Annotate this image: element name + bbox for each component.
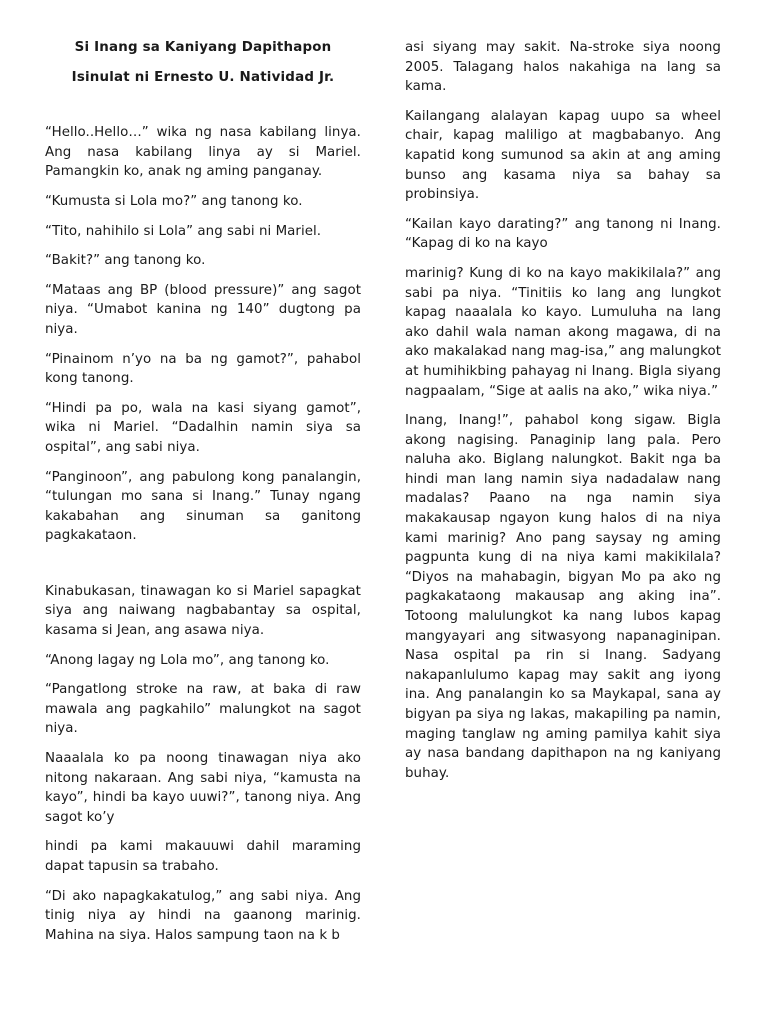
left-column (45, 38, 361, 955)
paragraph: Naaalala ko pa noong tinawagan niya ako nitong nakaraan. Ang sabi niya, “kamusta na kayo”, hindi ba kayo uuwi?”, tanong niya. Ang sagot ko’y (45, 751, 361, 825)
paragraph: “Hello..Hello…” wika ng nasa kabilang linya. Ang nasa kabilang linya ay si Mariel. Pamangkin ko, anak ng aming panganay. (45, 125, 361, 180)
paragraph: “Bakit?” ang tanong ko. (45, 253, 206, 269)
right-column (405, 38, 721, 793)
paragraph: “Tito, nahihilo si Lola” ang sabi ni Mariel. (45, 223, 322, 239)
paragraph: “Di ako napagkakatulog,” ang sabi niya. Ang tinig niya ay hindi na gaanong marinig. Mahina na siya. Halos sampung taon na k b (45, 888, 361, 943)
paragraph: Kailangang alalayan kapag uupo sa wheel chair, kapag maliligo at magbabanyo. Ang kapatid kong sumunod sa akin at ang aming bunso ang kasama niya sa bahay sa probinsiya. (405, 108, 721, 203)
paragraph: hindi pa kami makauuwi dahil maraming dapat tapusin sa trabaho. (45, 839, 361, 874)
author-line: Isinulat ni Ernesto U. Natividad Jr. (71, 69, 335, 85)
paragraph: “Hindi pa po, wala na kasi siyang gamot”, wika ni Mariel. “Dadalhin namin siya sa ospital”, ang sabi niya. (45, 400, 361, 455)
paragraph: Inang, Inang!”, pahabol kong sigaw. Bigla akong nagising. Panaginip lang pala. Pero naluha ako. Biglang nalungkot. Bakit nga ba hindi man lang namin siya nadadalaw nang madalas? Paano na nga namin siya makakausap ngayon kung halos di na niya kami marinig? Ano pang saysay ng aming pagpunta kung di na niya kami makikilala? “Diyos na mahabagin, bigyan Mo pa ako ng pagkakataong makausap ang aking ina”. Totoong malulungkot ka nang lubos kapag mangyayari ang sitwasyong napanaginipan. Nasa ospital pa rin si Inang. Sadyang nakapanlulumo kapag may sakit ang iyong ina. Ang panalangin ko sa Maykapal, sana ay bigyan pa siya ng lakas, makapiling pa namin, maging tanglaw ng aming pamilya kahit siya ay nasa bandang dapithapon na ng kaniyang buhay. (405, 413, 721, 781)
paragraph: “Pangatlong stroke na raw, at baka di raw mawala ang pagkahilo” malungkot na sagot niya. (45, 682, 361, 737)
paragraph: Kinabukasan, tinawagan ko si Mariel sapagkat siya ang naiwang nagbabantay sa ospital, kasama si Jean, ang asawa niya. (45, 583, 361, 639)
document-title: Si Inang sa Kaniyang Dapithapon (74, 40, 332, 55)
paragraph: “Pinainom n’yo na ba ng gamot?”, pahabol kong tanong. (45, 351, 361, 387)
paragraph: asi siyang may sakit. Na-stroke siya noong 2005. Talagang halos nakahiga na lang sa kama. (405, 40, 721, 95)
paragraph: “Anong lagay ng Lola mo”, ang tanong ko. (45, 652, 330, 668)
paragraph: “Kumusta si Lola mo?” ang tanong ko. (45, 193, 303, 209)
paragraph: “Panginoon”, ang pabulong kong panalangin, “tulungan mo sana si Inang.” Tunay ngang kakabahan ang sinuman sa ganitong pagkakataon. (45, 469, 361, 544)
section-gap (45, 556, 361, 582)
paragraph: marinig? Kung di ko na kayo makikilala?” ang sabi pa niya. “Tinitiis ko lang ang lungkot kapag naaalala ko kayo. Lumuluha na lang ako dahil wala naman akong magawa, di na ako makalakad nang mag-isa,” ang malungkot at humihikbing pahayag ni Inang. Bigla siyang nagpaalam, “Sige at aalis na ako,” wika niya.” (405, 265, 721, 399)
paragraph: “Kailan kayo darating?” ang tanong ni Inang. “Kapag di ko na kayo (405, 216, 721, 252)
paragraph: “Mataas ang BP (blood pressure)” ang sagot niya. “Umabot kanina ng 140” dugtong pa niya. (45, 282, 361, 337)
